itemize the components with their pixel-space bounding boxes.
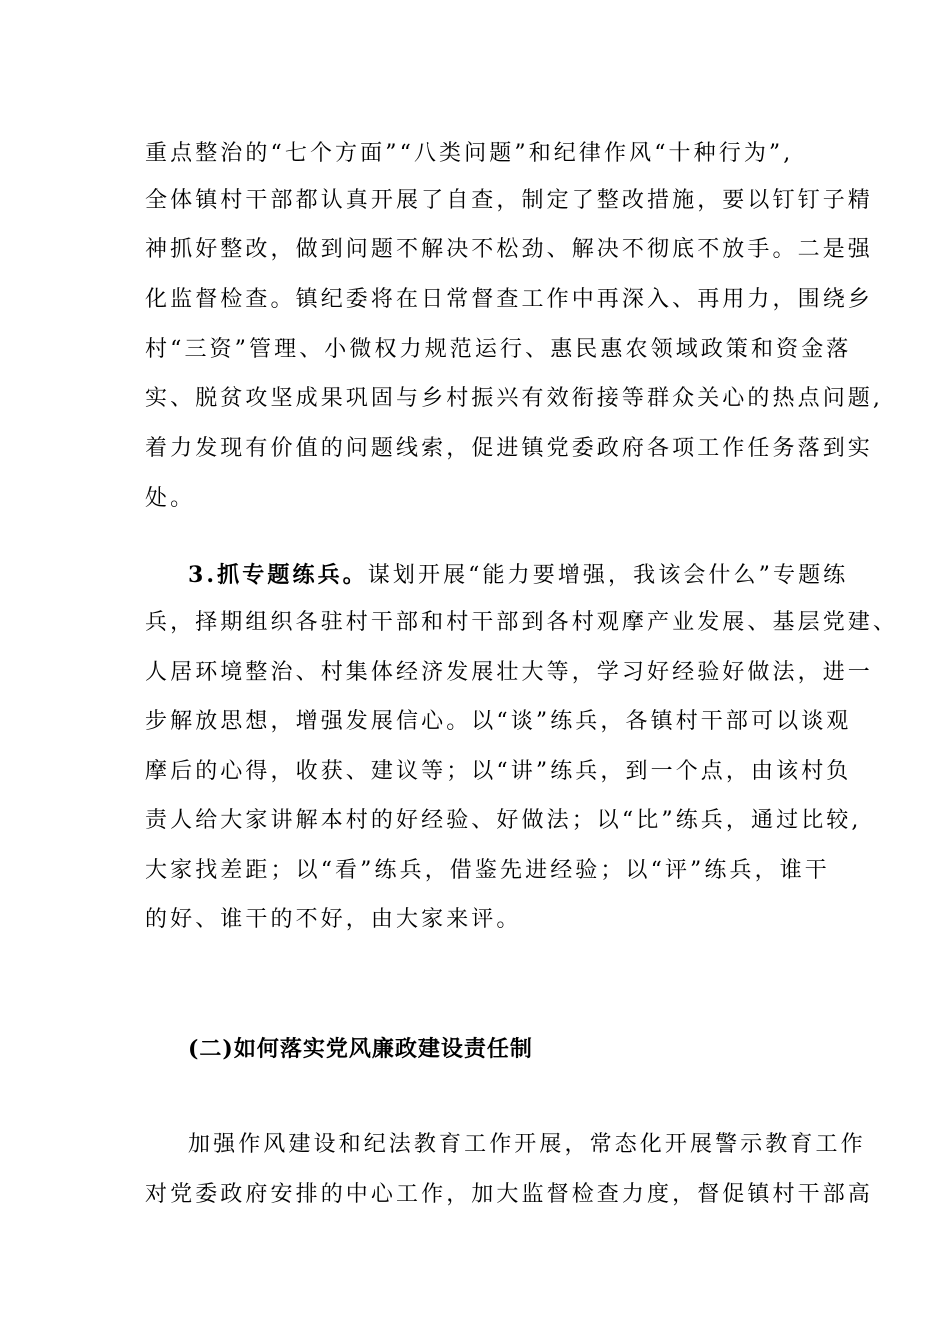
text-line: 神抓好整改，做到问题不解决不松劲、解决不彻底不放手。二是强	[145, 237, 873, 262]
text-line: 加强作风建设和纪法教育工作开展，常态化开展警示教育工作	[188, 1132, 866, 1157]
text-line: 人居环境整治、村集体经济发展壮大等，学习好经验好做法，进一	[145, 660, 873, 685]
text-line: 化监督检查。镇纪委将在日常督查工作中再深入、再用力，围绕乡	[145, 287, 873, 312]
text-line: 兵，择期组织各驻村干部和村干部到各村观摩产业发展、基层党建、	[145, 610, 899, 635]
text-line: 的好、谁干的不好，由大家来评。	[145, 907, 522, 932]
item-lead-bold: 3.抓专题练兵。	[188, 562, 368, 588]
text-line: 大家找差距；以“看”练兵，借鉴先进经验；以“评”练兵，谁干	[145, 858, 830, 883]
text-line: 村“三资”管理、小微权力规范运行、惠民惠农领域政策和资金落	[145, 337, 852, 362]
text-line: 全体镇村干部都认真开展了自查，制定了整改措施，要以钉钉子精	[145, 188, 873, 213]
text-line: 责人给大家讲解本村的好经验、好做法；以“比”练兵，通过比较,	[145, 808, 862, 833]
text-line: 重点整治的“七个方面”“八类问题”和纪律作风“十种行为”,	[145, 141, 794, 166]
text-line	[188, 560, 849, 590]
text-line: 步解放思想，增强发展信心。以“谈”练兵，各镇村干部可以谈观	[145, 709, 852, 734]
text-line: 着力发现有价值的问题线索，促进镇党委政府各项工作任务落到实	[145, 436, 873, 461]
text-line: 实、脱贫攻坚成果巩固与乡村振兴有效衔接等群众关心的热点问题,	[145, 386, 883, 411]
text-line: 处。	[145, 486, 196, 511]
item-lead-rest: 谋划开展“能力要增强，我该会什么”专题练	[367, 563, 849, 588]
text-line: 摩后的心得，收获、建议等；以“讲”练兵，到一个点，由该村负	[145, 759, 852, 784]
text-line: 对党委政府安排的中心工作，加大监督检查力度，督促镇村干部高	[145, 1182, 873, 1207]
section-heading: (二)如何落实党风廉政建设责任制	[188, 1036, 533, 1062]
